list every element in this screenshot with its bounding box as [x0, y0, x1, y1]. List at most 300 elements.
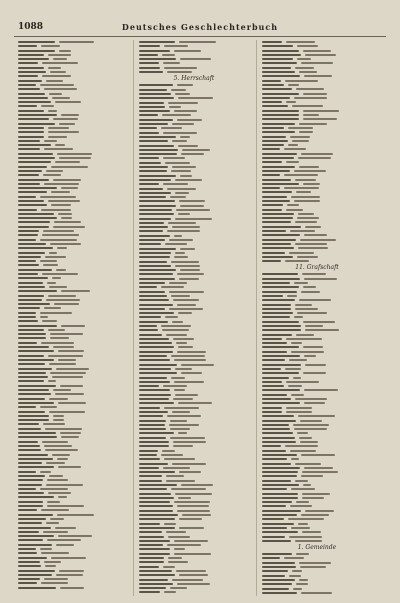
entry-place-smudge [304, 355, 316, 357]
entry-place-smudge [286, 209, 303, 211]
entry-name-smudge [262, 415, 294, 417]
entry-place-smudge [287, 204, 299, 206]
entry-place-smudge [42, 234, 79, 236]
entry-name-smudge [262, 346, 299, 348]
entry-name-smudge [139, 157, 159, 159]
entry-place-smudge [55, 144, 65, 146]
entry-place-smudge [295, 398, 327, 400]
entry-name-smudge [18, 114, 57, 116]
entry-name-smudge [262, 41, 282, 43]
entry-place-smudge [174, 256, 188, 258]
entry-place-smudge [286, 338, 322, 340]
entry-name-smudge [18, 479, 43, 481]
entry-name-smudge [139, 222, 164, 224]
entry-name-smudge [262, 505, 286, 507]
entry-place-smudge [284, 174, 318, 176]
entry-place-smudge [177, 84, 193, 86]
entry-name-smudge [18, 423, 39, 425]
entry-place-smudge [303, 321, 335, 323]
entry-place-smudge [43, 423, 65, 425]
entry-name-smudge [262, 252, 285, 254]
entry-place-smudge [53, 419, 64, 421]
entry-place-smudge [300, 566, 326, 568]
entry-name-smudge [262, 209, 282, 211]
entry-place-smudge [49, 286, 67, 288]
entry-name-smudge [139, 114, 158, 116]
entry-name-smudge [262, 575, 285, 577]
entry-place-smudge [48, 67, 61, 69]
entry-place-smudge [288, 84, 299, 86]
entry-name-smudge [139, 402, 174, 404]
entry-name-smudge [262, 127, 284, 129]
entry-place-smudge [299, 71, 317, 73]
entry-name-smudge [139, 510, 173, 512]
entry-name-smudge [262, 316, 290, 318]
entry-place-smudge [300, 441, 318, 443]
entry-name-smudge [18, 565, 41, 567]
entry-name-smudge [139, 110, 170, 112]
entry-name-smudge [139, 432, 174, 434]
entry-place-smudge [285, 260, 309, 262]
entry-name-smudge [262, 166, 295, 168]
entry-name-smudge [18, 436, 57, 438]
entry-place-smudge [174, 389, 185, 391]
entry-name-smudge [262, 71, 295, 73]
entry-place-smudge [298, 247, 328, 249]
entry-place-smudge [299, 123, 327, 125]
entry-place-smudge [42, 320, 57, 322]
entry-name-smudge [262, 45, 293, 47]
entry-place-smudge [60, 385, 83, 387]
entry-place-smudge [177, 505, 209, 507]
entry-place-smudge [180, 58, 211, 60]
entry-place-smudge [286, 41, 315, 43]
entry-name-smudge [262, 432, 293, 434]
entry-place-smudge [165, 243, 187, 245]
entry-name-smudge [262, 118, 299, 120]
entry-name-smudge [139, 364, 177, 366]
entry-place-smudge [294, 282, 308, 284]
entry-place-smudge [181, 484, 213, 486]
entry-name-smudge [262, 196, 287, 198]
entry-place-smudge [297, 45, 318, 47]
entry-place-smudge [295, 463, 321, 465]
entry-place-smudge [177, 510, 210, 512]
entry-name-smudge [262, 325, 301, 327]
entry-place-smudge [49, 411, 85, 413]
entry-name-smudge [18, 539, 43, 541]
entry-name-smudge [139, 106, 165, 108]
entry-place-smudge [46, 170, 63, 172]
entry-name-smudge [262, 213, 294, 215]
entry-place-smudge [42, 441, 68, 443]
entry-name-smudge [139, 587, 166, 589]
entry-name-smudge [262, 523, 294, 525]
entry-name-smudge [139, 553, 170, 555]
entry-place-smudge [175, 394, 198, 396]
entry-place-smudge [46, 80, 63, 82]
entry-place-smudge [297, 312, 327, 314]
entry-place-smudge [292, 140, 309, 142]
entry-name-smudge [262, 368, 281, 370]
entry-name-smudge [18, 282, 43, 284]
entry-place-smudge [177, 119, 202, 121]
entry-name-smudge [139, 321, 168, 323]
entry-name-smudge [18, 127, 44, 129]
entry-place-smudge [164, 67, 197, 69]
entry-name-smudge [18, 307, 40, 309]
entry-name-smudge [262, 463, 291, 465]
text-column-2 [139, 40, 249, 596]
entry-place-smudge [49, 252, 57, 254]
entry-name-smudge [139, 389, 170, 391]
entry-name-smudge [262, 239, 296, 241]
entry-place-smudge [42, 273, 78, 275]
entry-place-smudge [290, 136, 310, 138]
entry-place-smudge [164, 45, 188, 47]
entry-name-smudge [262, 84, 284, 86]
entry-place-smudge [292, 105, 323, 107]
entry-name-smudge [139, 196, 166, 198]
entry-place-smudge [40, 260, 57, 262]
entry-place-smudge [44, 307, 61, 309]
entry-name-smudge [18, 509, 37, 511]
entry-place-smudge [295, 308, 318, 310]
entry-name-smudge [18, 501, 43, 503]
entry-place-smudge [303, 114, 319, 116]
entry-name-smudge [18, 273, 38, 275]
entry-name-smudge [262, 278, 300, 280]
entry-name-smudge [262, 221, 291, 223]
entry-place-smudge [44, 183, 79, 185]
entry-place-smudge [53, 346, 74, 348]
entry-place-smudge [163, 132, 197, 134]
entry-place-smudge [303, 118, 337, 120]
entry-name-smudge [18, 303, 50, 305]
entry-name-smudge [139, 235, 170, 237]
entry-name-smudge [139, 570, 172, 572]
entry-place-smudge [53, 226, 85, 228]
entry-place-smudge [46, 484, 83, 486]
entry-place-smudge [58, 535, 92, 537]
entry-name-smudge [139, 218, 171, 220]
entry-name-smudge [18, 157, 55, 159]
entry-place-smudge [48, 110, 57, 112]
entry-place-smudge [178, 312, 192, 314]
entry-name-smudge [262, 437, 295, 439]
entry-place-smudge [165, 162, 190, 164]
entry-place-smudge [162, 450, 175, 452]
entry-name-smudge [262, 144, 284, 146]
entry-place-smudge [178, 97, 213, 99]
entry-name-smudge [139, 205, 176, 207]
entry-place-smudge [41, 342, 74, 344]
entry-place-smudge [50, 372, 86, 374]
entry-place-smudge [305, 226, 321, 228]
entry-name-smudge [18, 462, 42, 464]
entry-name-smudge [262, 247, 294, 249]
entry-name-smudge [18, 204, 47, 206]
entry-place-smudge [51, 204, 71, 206]
entry-name-smudge [139, 561, 164, 563]
section-heading [262, 543, 372, 552]
entry-name-smudge [18, 239, 36, 241]
entry-name-smudge [139, 394, 171, 396]
entry-place-smudge [59, 570, 84, 572]
entry-name-smudge [18, 333, 46, 335]
entry-place-smudge [301, 475, 323, 477]
entry-name-smudge [262, 420, 296, 422]
entry-place-smudge [298, 213, 314, 215]
entry-place-smudge [173, 299, 199, 301]
entry-name-smudge [18, 187, 57, 189]
entry-place-smudge [305, 54, 336, 56]
entry-place-smudge [170, 437, 205, 439]
entry-place-smudge [165, 316, 178, 318]
entry-place-smudge [289, 252, 314, 254]
entry-name-smudge [139, 243, 161, 245]
entry-place-smudge [59, 41, 94, 43]
entry-place-smudge [166, 480, 195, 482]
entry-place-smudge [296, 553, 309, 555]
entry-place-smudge [52, 454, 70, 456]
entry-name-smudge [139, 84, 173, 86]
entry-name-smudge [262, 355, 300, 357]
entry-name-smudge [18, 153, 53, 155]
entry-name-smudge [139, 518, 175, 520]
entry-name-smudge [18, 105, 37, 107]
entry-place-smudge [177, 351, 206, 353]
entry-place-smudge [288, 518, 324, 520]
entry-name-smudge [139, 497, 174, 499]
section-heading [139, 74, 249, 83]
entry-name-smudge [262, 148, 280, 150]
entry-name-smudge [262, 110, 299, 112]
entry-place-smudge [47, 505, 84, 507]
entry-name-smudge [18, 505, 43, 507]
entry-name-smudge [139, 514, 178, 516]
entry-name-smudge [262, 359, 285, 361]
entry-place-smudge [167, 188, 196, 190]
entry-place-smudge [168, 557, 182, 559]
entry-name-smudge [262, 351, 287, 353]
entry-place-smudge [172, 123, 194, 125]
entry-name-smudge [18, 118, 49, 120]
entry-place-smudge [52, 376, 83, 378]
entry-place-smudge [61, 436, 79, 438]
entry-place-smudge [169, 291, 204, 293]
entry-name-smudge [262, 282, 290, 284]
entry-name-smudge [139, 269, 176, 271]
entry-name-smudge [18, 552, 37, 554]
entry-name-smudge [262, 256, 293, 258]
entry-name-smudge [139, 308, 165, 310]
entry-name-smudge [262, 385, 284, 387]
entry-place-smudge [174, 110, 197, 112]
entry-name-smudge [139, 188, 163, 190]
entry-name-smudge [18, 179, 49, 181]
entry-name-smudge [262, 62, 297, 64]
entry-place-smudge [295, 221, 317, 223]
entry-place-smudge [294, 97, 327, 99]
entry-place-smudge [45, 256, 66, 258]
entry-place-smudge [175, 218, 212, 220]
entry-place-smudge [303, 346, 323, 348]
entry-place-smudge [296, 501, 309, 503]
entry-place-smudge [175, 93, 190, 95]
entry-place-smudge [301, 291, 320, 293]
section-heading-text: 5. Herrschaft [173, 75, 215, 83]
entry-name-smudge [18, 200, 44, 202]
entry-place-smudge [178, 346, 193, 348]
entry-place-smudge [171, 355, 205, 357]
entry-place-smudge [59, 157, 91, 159]
entry-place-smudge [53, 58, 67, 60]
entry-name-smudge [262, 389, 300, 391]
entry-place-smudge [173, 338, 194, 340]
entry-name-smudge [139, 346, 174, 348]
entry-name-smudge [139, 372, 177, 374]
entry-name-smudge [139, 71, 163, 73]
entry-name-smudge [18, 256, 41, 258]
entry-name-smudge [18, 209, 37, 211]
entry-name-smudge [262, 299, 295, 301]
entry-name-smudge [139, 325, 157, 327]
entry-place-smudge [180, 269, 200, 271]
entry-place-smudge [298, 157, 331, 159]
entry-place-smudge [167, 71, 192, 73]
entry-place-smudge [170, 587, 187, 589]
entry-place-smudge [296, 334, 314, 336]
entry-place-smudge [178, 402, 212, 404]
entry-place-smudge [302, 471, 338, 473]
entry-name-smudge [262, 105, 288, 107]
entry-place-smudge [169, 424, 199, 426]
entry-name-smudge [262, 588, 289, 590]
entry-name-smudge [18, 110, 44, 112]
entry-name-smudge [262, 101, 282, 103]
entry-place-smudge [49, 398, 68, 400]
entry-name-smudge [262, 295, 283, 297]
entry-name-smudge [139, 351, 173, 353]
entry-name-smudge [18, 475, 45, 477]
entry-place-smudge [299, 166, 319, 168]
entry-name-smudge [139, 50, 170, 52]
entry-name-smudge [262, 183, 299, 185]
entry-name-smudge [262, 454, 297, 456]
entry-place-smudge [300, 239, 336, 241]
entry-place-smudge [301, 592, 332, 594]
entry-name-smudge [262, 217, 293, 219]
entry-place-smudge [171, 170, 191, 172]
entry-place-smudge [172, 226, 200, 228]
entry-place-smudge [291, 394, 304, 396]
entry-place-smudge [57, 247, 67, 249]
entry-place-smudge [286, 381, 319, 383]
entry-place-smudge [41, 209, 71, 211]
entry-place-smudge [304, 389, 338, 391]
entry-place-smudge [48, 355, 83, 357]
entry-name-smudge [18, 548, 36, 550]
entry-place-smudge [48, 380, 56, 382]
entry-place-smudge [48, 492, 71, 494]
entry-place-smudge [47, 282, 56, 284]
entry-place-smudge [174, 50, 201, 52]
entry-place-smudge [53, 118, 78, 120]
entry-place-smudge [286, 411, 312, 413]
entry-place-smudge [58, 402, 86, 404]
entry-place-smudge [169, 106, 181, 108]
entry-name-smudge [18, 54, 44, 56]
entry-place-smudge [303, 372, 326, 374]
entry-name-smudge [262, 204, 283, 206]
entry-place-smudge [301, 62, 333, 64]
entry-place-smudge [288, 144, 298, 146]
entry-place-smudge [163, 157, 185, 159]
entry-name-smudge [262, 329, 301, 331]
entry-place-smudge [164, 407, 199, 409]
entry-name-smudge [262, 226, 301, 228]
entry-place-smudge [46, 522, 59, 524]
entry-place-smudge [56, 544, 74, 546]
entry-name-smudge [262, 514, 297, 516]
entry-place-smudge [40, 316, 48, 318]
entry-name-smudge [139, 437, 166, 439]
entry-name-smudge [139, 591, 160, 593]
entry-name-smudge [18, 325, 57, 327]
entry-name-smudge [18, 234, 38, 236]
entry-name-smudge [18, 252, 45, 254]
entry-name-smudge [18, 191, 47, 193]
entry-name-smudge [18, 123, 55, 125]
entry-place-smudge [303, 484, 311, 486]
entry-place-smudge [48, 329, 65, 331]
entry-name-smudge [139, 102, 164, 104]
entry-name-smudge [139, 93, 171, 95]
entry-place-smudge [291, 458, 299, 460]
entry-name-smudge [139, 415, 163, 417]
entry-place-smudge [53, 179, 81, 181]
entry-place-smudge [44, 148, 73, 150]
entry-name-smudge [262, 467, 300, 469]
entry-place-smudge [173, 445, 193, 447]
text-column-3 [262, 40, 372, 596]
entry-place-smudge [48, 136, 67, 138]
entry-name-smudge [139, 381, 170, 383]
entry-name-smudge [262, 570, 288, 572]
entry-name-smudge [18, 393, 51, 395]
entry-name-smudge [262, 458, 287, 460]
entry-place-smudge [49, 93, 62, 95]
entry-place-smudge [301, 454, 335, 456]
entry-place-smudge [48, 131, 79, 133]
entry-place-smudge [174, 553, 211, 555]
entry-place-smudge [164, 591, 176, 593]
entry-place-smudge [44, 445, 72, 447]
entry-name-smudge [139, 316, 161, 318]
entry-name-smudge [139, 355, 167, 357]
entry-name-smudge [139, 252, 171, 254]
entry-place-smudge [167, 230, 200, 232]
entry-name-smudge [262, 531, 298, 533]
entry-place-smudge [284, 187, 319, 189]
entry-name-smudge [262, 557, 280, 559]
entry-place-smudge [182, 149, 210, 151]
entry-name-smudge [262, 407, 282, 409]
entry-place-smudge [171, 261, 199, 263]
entry-name-smudge [262, 67, 291, 69]
entry-place-smudge [294, 200, 320, 202]
